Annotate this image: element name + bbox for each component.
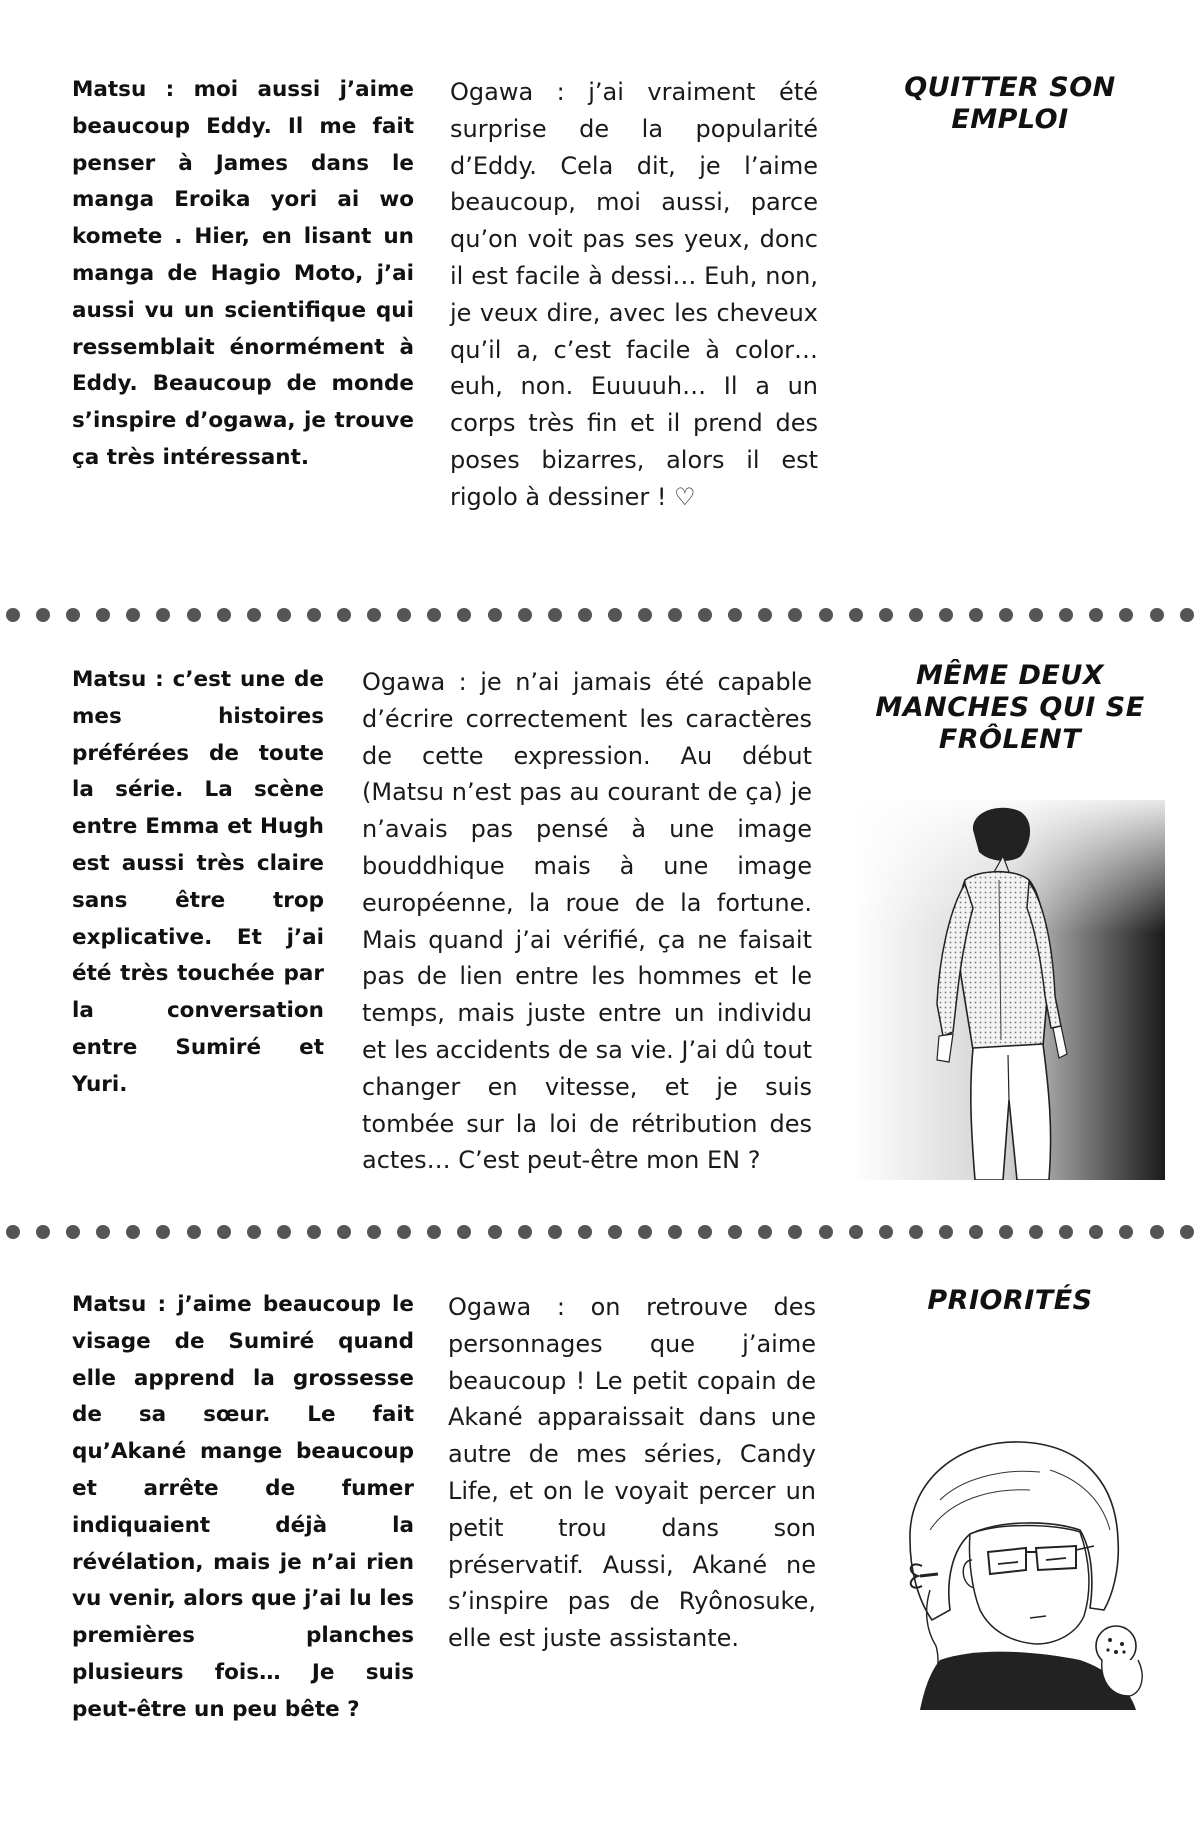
separator-dot	[578, 1225, 592, 1239]
separator-dot	[819, 608, 833, 622]
separator-dot	[307, 1225, 321, 1239]
separator-dot	[427, 608, 441, 622]
separator-dot	[638, 1225, 652, 1239]
separator-dot	[879, 1225, 893, 1239]
separator-dot	[999, 608, 1013, 622]
separator-dot	[518, 1225, 532, 1239]
separator-dot	[668, 1225, 682, 1239]
separator-dot	[36, 1225, 50, 1239]
separator-dot	[427, 1225, 441, 1239]
separator-dot	[849, 608, 863, 622]
separator-dot	[758, 608, 772, 622]
separator-dot	[608, 608, 622, 622]
separator-dot	[277, 608, 291, 622]
matsu-comment: Matsu : j’aime beaucoup le visage de Sumiré quand elle apprend la grossesse de sa sœur. Le fait qu’Akané mange beaucoup et arrête de fumer indiquaient déjà la révélation, mais je n’ai rien vu venir, alors que j’ai lu les premières planches plusieurs fois… Je suis peut-être un peu bête ?	[72, 1292, 414, 1722]
separator-dot	[969, 1225, 983, 1239]
separator-dot	[969, 608, 983, 622]
separator-dot	[36, 608, 50, 622]
section-title: PRIORITÉS	[927, 1285, 1093, 1316]
separator-dot	[247, 608, 261, 622]
separator-dot	[909, 608, 923, 622]
illustration-woman-with-glasses	[880, 1420, 1180, 1710]
separator-dot	[397, 1225, 411, 1239]
separator-dot	[457, 608, 471, 622]
separator-dot	[6, 608, 20, 622]
separator-dot	[156, 608, 170, 622]
section-quitter-son-emploi	[0, 60, 1200, 511]
separator-dot	[638, 608, 652, 622]
separator-dot	[819, 1225, 833, 1239]
separator-dot	[939, 608, 953, 622]
separator-dot	[548, 608, 562, 622]
separator-dot	[939, 1225, 953, 1239]
separator-dot	[367, 608, 381, 622]
separator-dot	[187, 608, 201, 622]
separator-dot	[788, 1225, 802, 1239]
separator-dot	[788, 608, 802, 622]
ogawa-comment: Ogawa : j’ai vraiment été surprise de la popularité d’Eddy. Cela dit, je l’aime beaucoup, moi aussi, parce qu’on voit pas ses yeux, donc il est facile à dessi… Euh, non, je veux dire, avec les cheveux qu’il a, c’est facile à color… euh, non. Euuuuh… Il a un corps très fin et il prend des poses bizarres, alors il est rigolo à dessiner ! ♡	[450, 78, 818, 511]
separator-dot	[1089, 608, 1103, 622]
separator-dot	[1150, 608, 1164, 622]
separator-dot	[608, 1225, 622, 1239]
separator-dot	[1119, 1225, 1133, 1239]
separator-dot	[488, 1225, 502, 1239]
separator-dot	[66, 608, 80, 622]
separator-dot	[96, 608, 110, 622]
ogawa-comment: Ogawa : on retrouve des personnages que j’aime beaucoup ! Le petit copain de Akané apparaissait dans une autre de mes séries, Candy Life, et on le voyait percer un petit trou dans son préservatif. Aussi, Akané ne s’inspire pas de Ryônosuke, elle est juste assistante.	[448, 1293, 816, 1653]
separator-dot	[578, 608, 592, 622]
separator-dot	[1029, 608, 1043, 622]
separator-dot	[909, 1225, 923, 1239]
separator-dot	[1180, 1225, 1194, 1239]
separator-dot	[698, 608, 712, 622]
illustration-man-walking	[853, 800, 1165, 1180]
separator-dot	[217, 1225, 231, 1239]
separator-dot	[307, 608, 321, 622]
separator-dot	[758, 1225, 772, 1239]
separator-dot	[397, 608, 411, 622]
separator-dot	[6, 1225, 20, 1239]
separator-dot	[156, 1225, 170, 1239]
separator-dot	[1059, 608, 1073, 622]
separator-dot	[849, 1225, 863, 1239]
matsu-comment: Matsu : c’est une de mes histoires préférées de toute la série. La scène entre Emma et Hugh est aussi très claire sans être trop explicative. Et j’ai été très touchée par la conversation entre Sumiré et Yuri.	[72, 667, 324, 1097]
separator-dot	[728, 1225, 742, 1239]
separator-dot	[698, 1225, 712, 1239]
separator-dot	[548, 1225, 562, 1239]
separator-dot	[367, 1225, 381, 1239]
separator-dot	[488, 608, 502, 622]
separator-dot	[247, 1225, 261, 1239]
matsu-comment: Matsu : moi aussi j’aime beaucoup Eddy. Il me fait penser à James dans le manga Eroika yori ai wo komete . Hier, en lisant un manga de Hagio Moto, j’ai aussi vu un scientifique qui ressemblait énormément à Eddy. Beaucoup de monde s’inspire d’ogawa, je trouve ça très intéressant.	[72, 77, 414, 470]
separator-dot	[457, 1225, 471, 1239]
separator-dot	[187, 1225, 201, 1239]
separator-dot	[1119, 608, 1133, 622]
separator-dot	[337, 1225, 351, 1239]
separator-dot	[518, 608, 532, 622]
dotted-separator	[0, 605, 1200, 625]
separator-dot	[999, 1225, 1013, 1239]
separator-dot	[277, 1225, 291, 1239]
separator-dot	[217, 608, 231, 622]
separator-dot	[1180, 608, 1194, 622]
dotted-separator	[0, 1222, 1200, 1242]
ogawa-comment: Ogawa : je n’ai jamais été capable d’écrire correctement les caractères de cette expression. Au début (Matsu n’est pas au courant de ça) je n’avais pas pensé à une image bouddhique mais à une image européenne, la roue de la fortune. Mais quand j’ai vérifié, ça ne faisait pas de lien entre les hommes et le temps, mais juste entre un individu et les accidents de sa vie. J’ai dû tout changer en vitesse, et je suis tombée sur la loi de rétribution des actes… C’est peut-être mon EN ?	[362, 668, 812, 1175]
separator-dot	[337, 608, 351, 622]
separator-dot	[728, 608, 742, 622]
separator-dot	[66, 1225, 80, 1239]
separator-dot	[1089, 1225, 1103, 1239]
separator-dot	[1059, 1225, 1073, 1239]
separator-dot	[1150, 1225, 1164, 1239]
separator-dot	[879, 608, 893, 622]
section-title: QUITTER SON EMPLOI	[904, 72, 1116, 135]
separator-dot	[96, 1225, 110, 1239]
separator-dot	[1029, 1225, 1043, 1239]
separator-dot	[668, 608, 682, 622]
section-title: MÊME DEUX MANCHES QUI SE FRÔLENT	[875, 660, 1145, 755]
separator-dot	[126, 1225, 140, 1239]
separator-dot	[126, 608, 140, 622]
